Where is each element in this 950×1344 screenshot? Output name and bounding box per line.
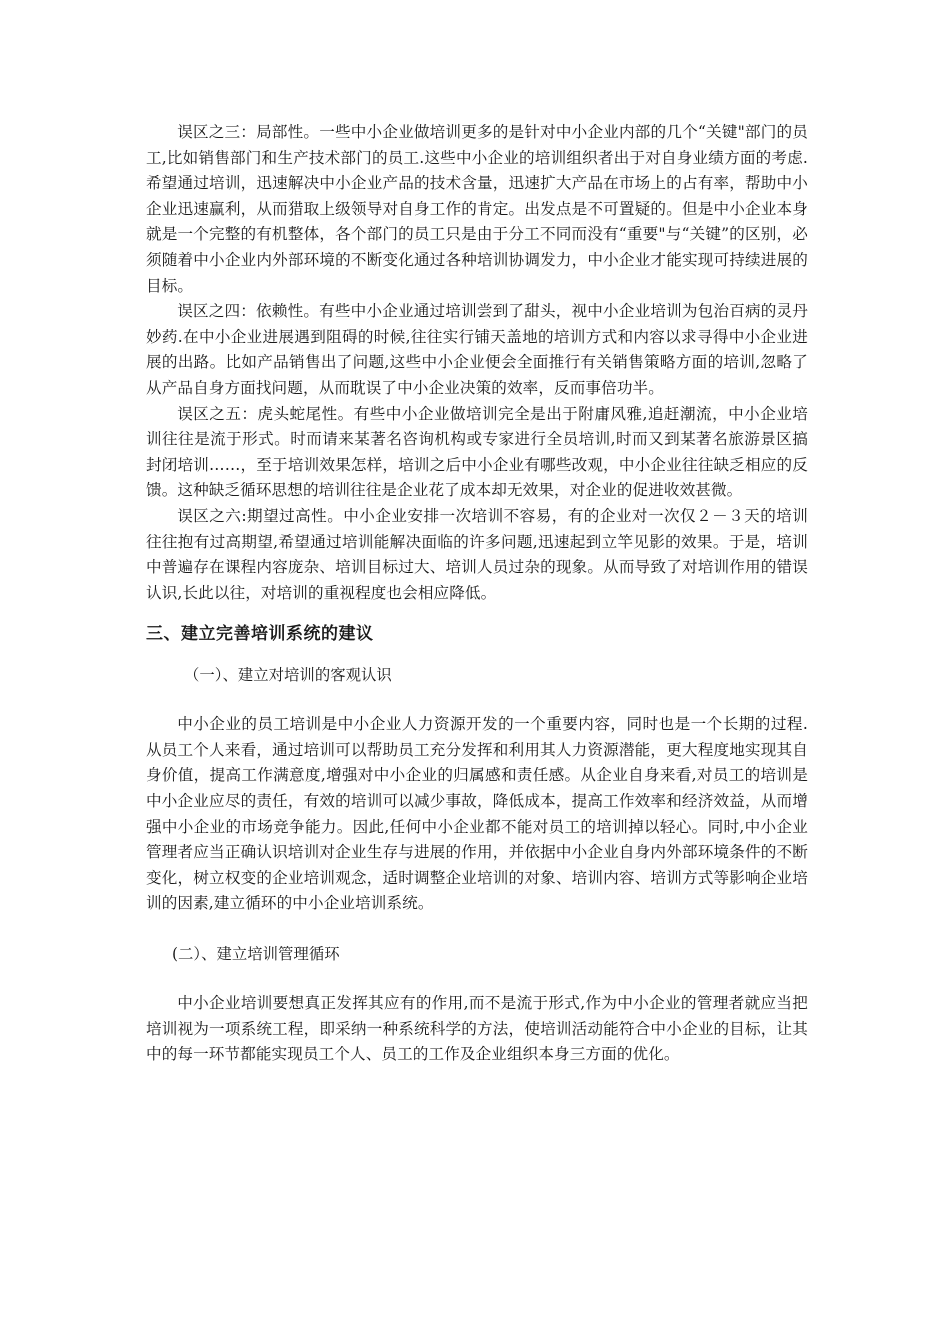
document-page: [146, 120, 808, 1068]
paragraph-misconception-5: 误区之五：虎头蛇尾性。有些中小企业做培训完全是出于附庸风雅,追赶潮流，中小企业培训往往是流于形式。时而请来某著名咨询机构或专家进行全员培训,时而又到某著名旅游景区搞封闭培训……，至于培训效果怎样，培训之后中小企业有哪些改观，中小企业往往缺乏相应的反馈。这种缺乏循环思想的培训往往是企业花了成本却无效果，对企业的促进收效甚微。: [146, 404, 808, 500]
paragraph-misconception-3: 误区之三：局部性。一些中小企业做培训更多的是针对中小企业内部的几个“关键"部门的员工,比如销售部门和生产技术部门的员工.这些中小企业的培训组织者出于对自身业绩方面的考虑.希望通过培训，迅速解决中小企业产品的技术含量，迅速扩大产品在市场上的占有率，帮助中小企业迅速赢利，从而猎取上级领导对自身工作的肯定。出发点是不可置疑的。但是中小企业本身就是一个完整的有机整体，各个部门的员工只是由于分工不同而没有“重要"与“关键”的区别，必须随着中小企业内外部环境的不断变化通过各种培训协调发力，中小企业才能实现可持续进展的目标。: [146, 123, 808, 295]
subsection-paragraph-2: 中小企业培训要想真正发挥其应有的作用,而不是流于形式,作为中小企业的管理者就应当把培训视为一项系统工程，即采纳一种系统科学的方法，使培训活动能符合中小企业的目标，让其中的每一环节都能实现员工个人、员工的工作及企业组织本身三方面的优化。: [146, 994, 808, 1064]
paragraph-misconception-6: 误区之六:期望过高性。中小企业安排一次培训不容易，有的企业对一次仅２－３天的培训往往抱有过高期望,希望通过培训能解决面临的许多问题,迅速起到立竿见影的效果。于是，培训中普遍存在课程内容庞杂、培训目标过大、培训人员过杂的现象。从而导致了对培训作用的错误认识,长此以往，对培训的重视程度也会相应降低。: [146, 506, 808, 602]
section-heading: 三、建立完善培训系统的建议: [146, 624, 374, 645]
subsection-heading-2: (二）、建立培训管理循环: [172, 945, 340, 964]
subsection-heading-1: （一）、建立对培训的客观认识: [184, 666, 392, 685]
subsection-paragraph-1: 中小企业的员工培训是中小企业人力资源开发的一个重要内容，同时也是一个长期的过程.从员工个人来看，通过培训可以帮助员工充分发挥和利用其人力资源潜能，更大程度地实现其自身价值，提高工作满意度,增强对中小企业的归属感和责任感。从企业自身来看,对员工的培训是中小企业应尽的责任，有效的培训可以减少事故，降低成本，提高工作效率和经济效益，从而增强中小企业的市场竞争能力。因此,任何中小企业都不能对员工的培训掉以轻心。同时,中小企业管理者应当正确认识培训对企业生存与进展的作用，并依据中小企业自身内外部环境条件的不断变化，树立权变的企业培训观念，适时调整企业培训的对象、培训内容、培训方式等影响企业培训的因素,建立循环的中小企业培训系统。: [146, 715, 808, 913]
paragraph-misconception-4: 误区之四：依赖性。有些中小企业通过培训尝到了甜头，视中小企业培训为包治百病的灵丹妙药.在中小企业进展遇到阻碍的时候,往往实行铺天盖地的培训方式和内容以求寻得中小企业进展的出路。比如产品销售出了问题,这些中小企业便会全面推行有关销售策略方面的培训,忽略了从产品自身方面找问题，从而耽误了中小企业决策的效率，反而事倍功半。: [146, 302, 808, 397]
